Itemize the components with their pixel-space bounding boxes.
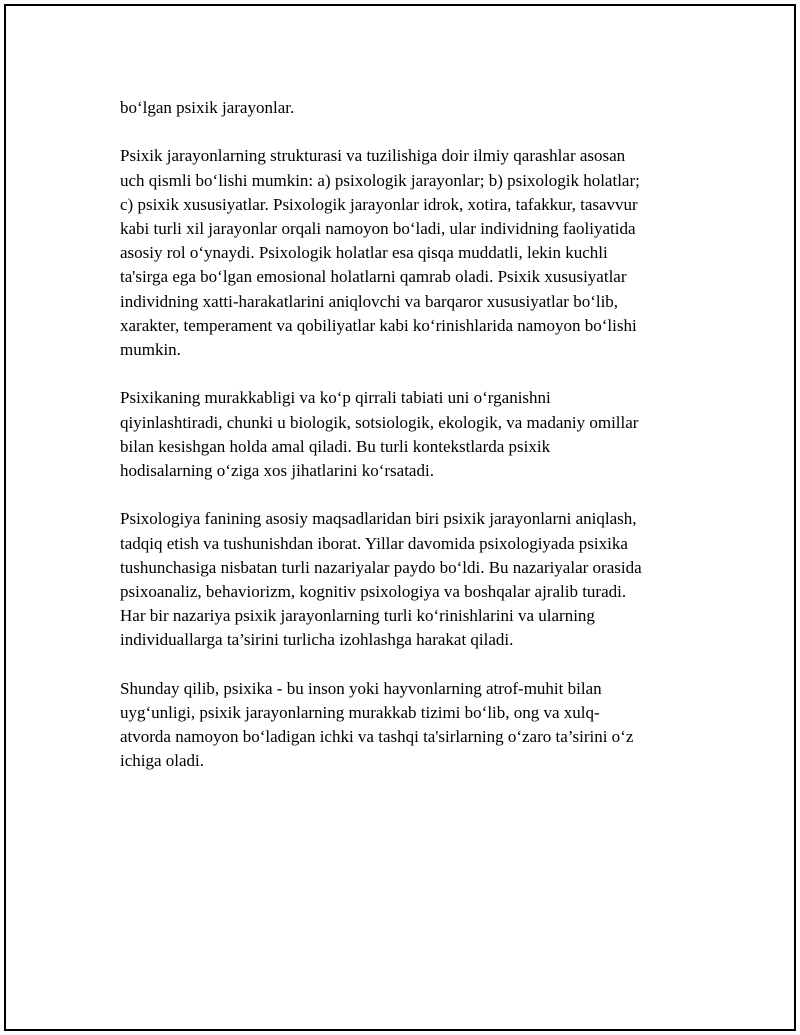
text-line: uyg‘unligi, psixik jarayonlarning murakkab tizimi bo‘lib, ong va xulq- [120, 703, 600, 723]
text-line: uch qismli bo‘lishi mumkin: a) psixologik jarayonlar; b) psixologik holatlar; [120, 170, 640, 190]
text-line: asosiy rol o‘ynaydi. Psixologik holatlar esa qisqa muddatli, lekin kuchli [120, 243, 608, 263]
text-line: tushunchasiga nisbatan turli nazariyalar paydo bo‘ldi. Bu nazariyalar orasida [120, 557, 642, 577]
paragraph-3 [120, 386, 700, 483]
text-line: Har bir nazariya psixik jarayonlarning turli ko‘rinishlarini va ularning [120, 606, 595, 626]
text-line: atvorda namoyon bo‘ladigan ichki va tashqi ta'sirlarning o‘zaro ta’sirini o‘z [120, 727, 634, 747]
text-line: Shunday qilib, psixika - bu inson yoki hayvonlarning atrof-muhit bilan [120, 678, 602, 698]
text-line: bilan kesishgan holda amal qiladi. Bu turli kontekstlarda psixik [120, 436, 551, 456]
text-line: qiyinlashtiradi, chunki u biologik, sotsiologik, ekologik, va madaniy omillar [120, 412, 639, 432]
text-line: Psixikaning murakkabligi va ko‘p qirrali tabiati uni o‘rganishni [120, 388, 551, 408]
text-line: hodisalarning o‘ziga xos jihatlarini ko‘rsatadi. [120, 461, 434, 481]
text-line: c) psixik xususiyatlar. Psixologik jarayonlar idrok, xotira, tafakkur, tasavvur [120, 194, 638, 214]
text-line: mumkin. [120, 340, 181, 360]
paragraph-2 [120, 144, 700, 362]
text-line: kabi turli xil jarayonlar orqali namoyon bo‘ladi, ular individning faoliyatida [120, 219, 636, 238]
document-body [120, 96, 700, 798]
text-line: ta'sirga ega bo‘lgan emosional holatlarni qamrab oladi. Psixik xususiyatlar [120, 267, 627, 287]
text-line: Psixik jarayonlarning strukturasi va tuzilishiga doir ilmiy qarashlar asosan [120, 146, 626, 166]
text-line: psixoanaliz, behaviorizm, kognitiv psixologiya va boshqalar ajralib turadi. [120, 582, 627, 602]
paragraph-5 [120, 677, 700, 774]
text-line: individuallarga ta’sirini turlicha izohlashga harakat qiladi. [120, 630, 514, 650]
paragraph-4 [120, 507, 700, 652]
document-page [4, 4, 796, 1031]
text-line: bo‘lgan psixik jarayonlar. [120, 98, 295, 117]
text-line: Psixologiya fanining asosiy maqsadlaridan biri psixik jarayonlarni aniqlash, [120, 509, 637, 529]
text-line: tadqiq etish va tushunishdan iborat. Yillar davomida psixologiyada psixika [120, 533, 628, 553]
text-line: individning xatti-harakatlarini aniqlovchi va barqaror xususiyatlar bo‘lib, [120, 291, 619, 311]
text-line: ichiga oladi. [120, 751, 205, 771]
paragraph-1 [120, 96, 700, 120]
text-line: xarakter, temperament va qobiliyatlar kabi ko‘rinishlarida namoyon bo‘lishi [120, 315, 637, 335]
